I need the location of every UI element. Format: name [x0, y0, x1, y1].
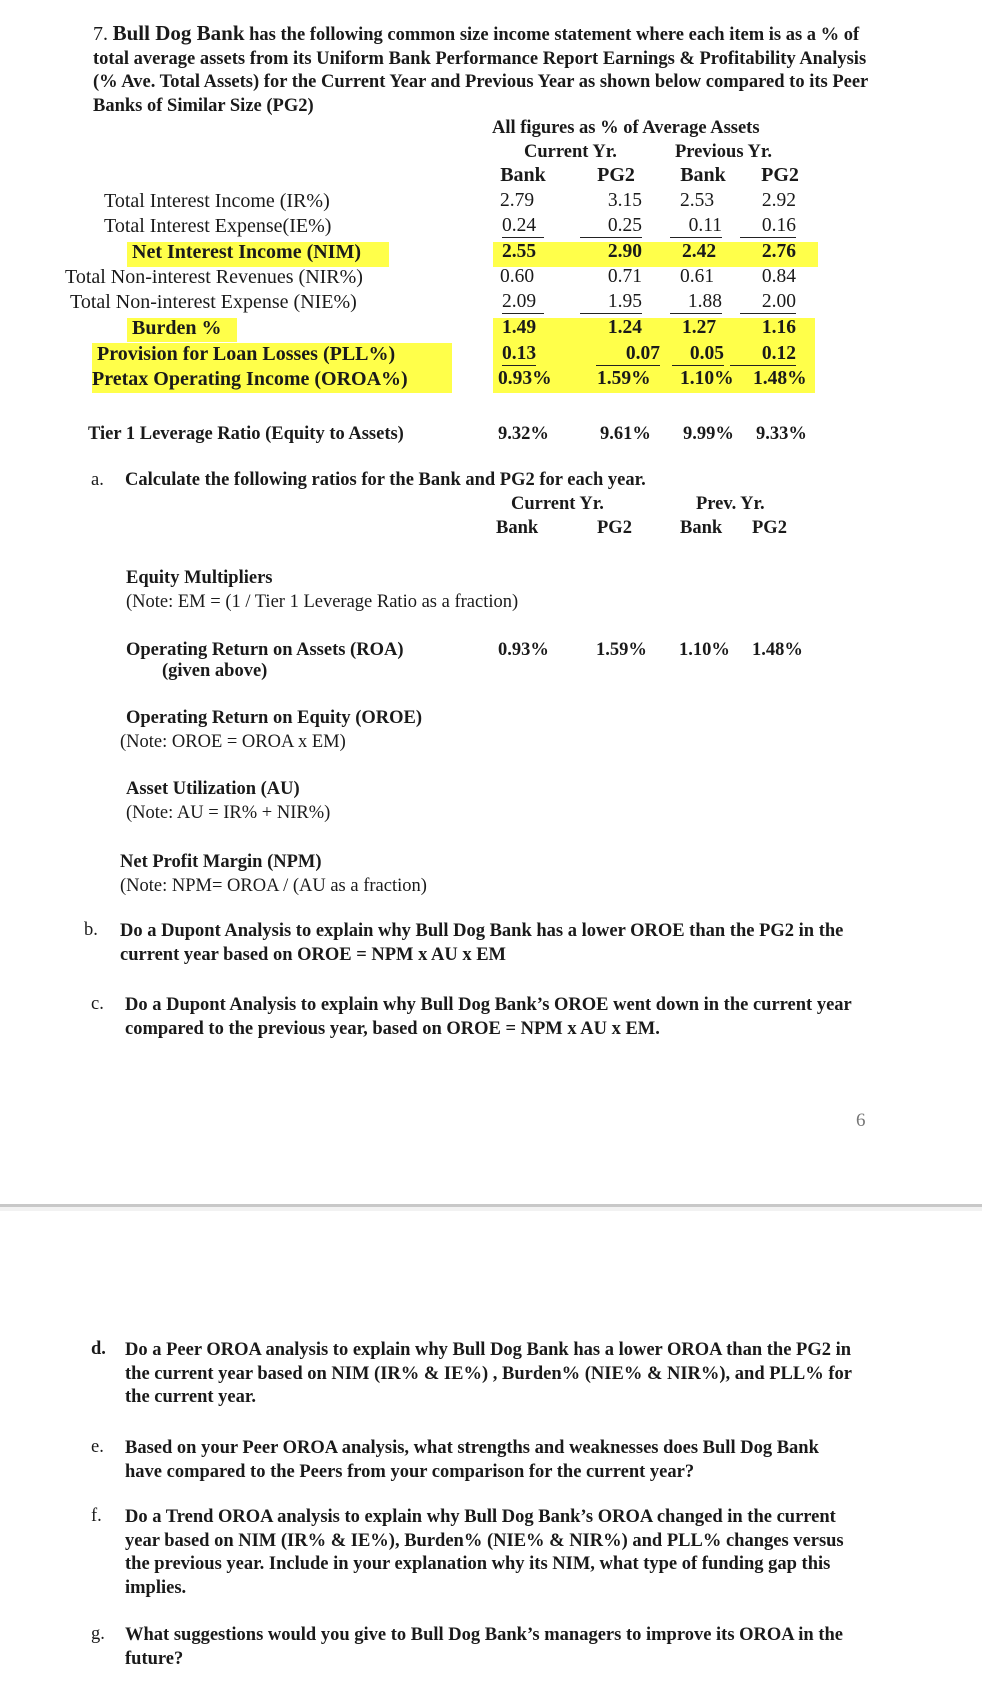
- part-e-letter: e.: [91, 1437, 104, 1457]
- cell-ir-pg2-previous: 2.92: [761, 190, 796, 211]
- question-number: 7.: [93, 23, 108, 45]
- cell-nim-pg2-previous: 2.76: [761, 241, 796, 262]
- part-f-text: Do a Trend OROA analysis to explain why Bull Dog Bank’s OROA changed in the current year based on NIM (IR% & IE%), Burden% (NIE% & NIR%) and PLL% changes versus the previous year. Include in your explanation why its NIM, what type of funding gap this implies.: [125, 1507, 844, 1598]
- cell-tier1-pg2-previous: 9.33%: [756, 424, 807, 444]
- oroe-title: Operating Return on Equity (OROE): [126, 708, 423, 728]
- cell-pll-bank-previous: 0.05: [672, 343, 724, 366]
- cell-ie-pg2-current: 0.25: [580, 215, 642, 238]
- part-a-header-bank-previous: Bank: [680, 518, 723, 538]
- roa-bank-current: 0.93%: [498, 640, 549, 660]
- cell-oroa-pg2-previous: 1.48%: [753, 368, 807, 389]
- part-d-text: Do a Peer OROA analysis to explain why Bull Dog Bank has a lower OROA than the PG2 in the current year based on NIM (IR% & IE%) , Burden% (NIE% & NIR%), and PLL% for the current year.: [125, 1340, 852, 1407]
- part-a-header-previous: Prev. Yr.: [696, 494, 765, 514]
- cell-nir-bank-current: 0.60: [500, 266, 535, 287]
- part-a-header-bank-current: Bank: [496, 518, 539, 538]
- cell-nim-pg2-current: 2.90: [607, 241, 642, 262]
- row-label-tier1: Tier 1 Leverage Ratio (Equity to Assets): [88, 424, 404, 444]
- cell-nir-pg2-previous: 0.84: [761, 266, 796, 287]
- cell-oroa-bank-previous: 1.10%: [680, 368, 734, 389]
- header-pg2-previous: PG2: [761, 164, 799, 186]
- cell-pll-bank-current: 0.13: [502, 343, 537, 364]
- roa-pg2-previous: 1.48%: [752, 640, 803, 660]
- cell-ie-bank-current: 0.24: [502, 215, 544, 238]
- roa-pg2-current: 1.59%: [596, 640, 647, 660]
- cell-nie-bank-previous: 1.88: [670, 291, 722, 314]
- header-previous-year: Previous Yr.: [675, 142, 772, 162]
- part-e-text: Based on your Peer OROA analysis, what strengths and weaknesses does Bull Dog Bank have compared to the Peers from your comparison for the current year?: [125, 1438, 819, 1482]
- npm-note: (Note: NPM= OROA / (AU as a fraction): [120, 876, 427, 896]
- cell-pll-pg2-current: 0.07: [596, 343, 660, 366]
- part-a-header-pg2-previous: PG2: [752, 518, 787, 538]
- header-bank-previous: Bank: [680, 164, 726, 186]
- part-g-text: What suggestions would you give to Bull Dog Bank’s managers to improve its OROA in the future?: [125, 1625, 843, 1669]
- part-a-header-pg2-current: PG2: [597, 518, 632, 538]
- part-d-letter: d.: [91, 1339, 106, 1359]
- row-label-nir: Total Non-interest Revenues (NIR%): [65, 266, 363, 288]
- cell-ir-pg2-current: 3.15: [607, 190, 642, 211]
- cell-burden-bank-current: 1.49: [502, 317, 537, 338]
- npm-title: Net Profit Margin (NPM): [120, 852, 322, 872]
- part-f-letter: f.: [91, 1506, 102, 1526]
- header-pg2-current: PG2: [597, 164, 635, 186]
- intro-text: has the following common size income statement where each item is as a % of total average assets from its Uniform Bank Performance Report Earnings & Profitability Analysis (% Ave. Total Assets) for the Current Year and Previous Year as shown below compared to its Peer Banks of Similar Size (PG2): [93, 25, 868, 116]
- cell-nim-bank-current: 2.55: [502, 241, 537, 262]
- cell-tier1-pg2-current: 9.61%: [600, 424, 651, 444]
- header-bank-current: Bank: [500, 164, 546, 186]
- roa-title: Operating Return on Assets (ROA): [126, 640, 404, 660]
- roa-bank-previous: 1.10%: [679, 640, 730, 660]
- cell-nim-bank-previous: 2.42: [682, 241, 717, 262]
- cell-ir-bank-previous: 2.53: [680, 190, 715, 211]
- question-intro: [93, 22, 893, 118]
- cell-ie-bank-previous: 0.11: [670, 215, 722, 238]
- oroe-note: (Note: OROE = OROA x EM): [120, 732, 346, 752]
- em-title: Equity Multipliers: [126, 568, 273, 588]
- cell-nie-pg2-previous: 2.00: [740, 291, 796, 314]
- row-label-pll: Provision for Loan Losses (PLL%): [97, 343, 396, 365]
- page-number: 6: [856, 1110, 866, 1131]
- bank-name: Bull Dog Bank: [112, 21, 245, 45]
- cell-nir-bank-previous: 0.61: [680, 266, 715, 287]
- row-label-nim: Net Interest Income (NIM): [132, 241, 362, 263]
- cell-oroa-pg2-current: 1.59%: [597, 368, 651, 389]
- au-title: Asset Utilization (AU): [126, 779, 300, 799]
- cell-nie-bank-current: 2.09: [502, 291, 544, 314]
- cell-ie-pg2-previous: 0.16: [740, 215, 796, 238]
- cell-pll-pg2-previous: 0.12: [730, 343, 796, 366]
- cell-tier1-bank-current: 9.32%: [498, 424, 549, 444]
- part-c-letter: c.: [91, 994, 104, 1014]
- row-label-ie: Total Interest Expense(IE%): [104, 215, 332, 237]
- part-a-text: Calculate the following ratios for the Bank and PG2 for each year.: [125, 470, 646, 490]
- roa-note: (given above): [162, 661, 268, 681]
- header-current-year: Current Yr.: [524, 142, 617, 162]
- cell-burden-pg2-current: 1.24: [607, 317, 642, 338]
- au-note: (Note: AU = IR% + NIR%): [126, 803, 331, 823]
- part-c-text: Do a Dupont Analysis to explain why Bull Dog Bank’s OROE went down in the current year compared to the previous year, based on OROE = NPM x AU x EM.: [125, 995, 852, 1039]
- page-gap: [0, 1207, 982, 1211]
- row-label-ir: Total Interest Income (IR%): [104, 190, 330, 212]
- cell-burden-pg2-previous: 1.16: [761, 317, 796, 338]
- part-b-text: Do a Dupont Analysis to explain why Bull Dog Bank has a lower OROE than the PG2 in the current year based on OROE = NPM x AU x EM: [120, 921, 844, 965]
- cell-oroa-bank-current: 0.93%: [498, 368, 552, 389]
- part-g-letter: g.: [91, 1624, 105, 1644]
- row-label-oroa: Pretax Operating Income (OROA%): [92, 368, 408, 390]
- cell-burden-bank-previous: 1.27: [682, 317, 717, 338]
- part-a-header-current: Current Yr.: [511, 494, 604, 514]
- cell-nir-pg2-current: 0.71: [607, 266, 642, 287]
- cell-tier1-bank-previous: 9.99%: [683, 424, 734, 444]
- part-b-letter: b.: [84, 920, 98, 940]
- em-note: (Note: EM = (1 / Tier 1 Leverage Ratio as a fraction): [126, 592, 519, 612]
- row-label-burden: Burden %: [132, 317, 222, 339]
- part-a-letter: a.: [91, 470, 104, 490]
- cell-nie-pg2-current: 1.95: [580, 291, 642, 314]
- row-label-nie: Total Non-interest Expense (NIE%): [70, 291, 357, 313]
- cell-ir-bank-current: 2.79: [500, 190, 535, 211]
- table-caption: All figures as % of Average Assets: [492, 118, 760, 138]
